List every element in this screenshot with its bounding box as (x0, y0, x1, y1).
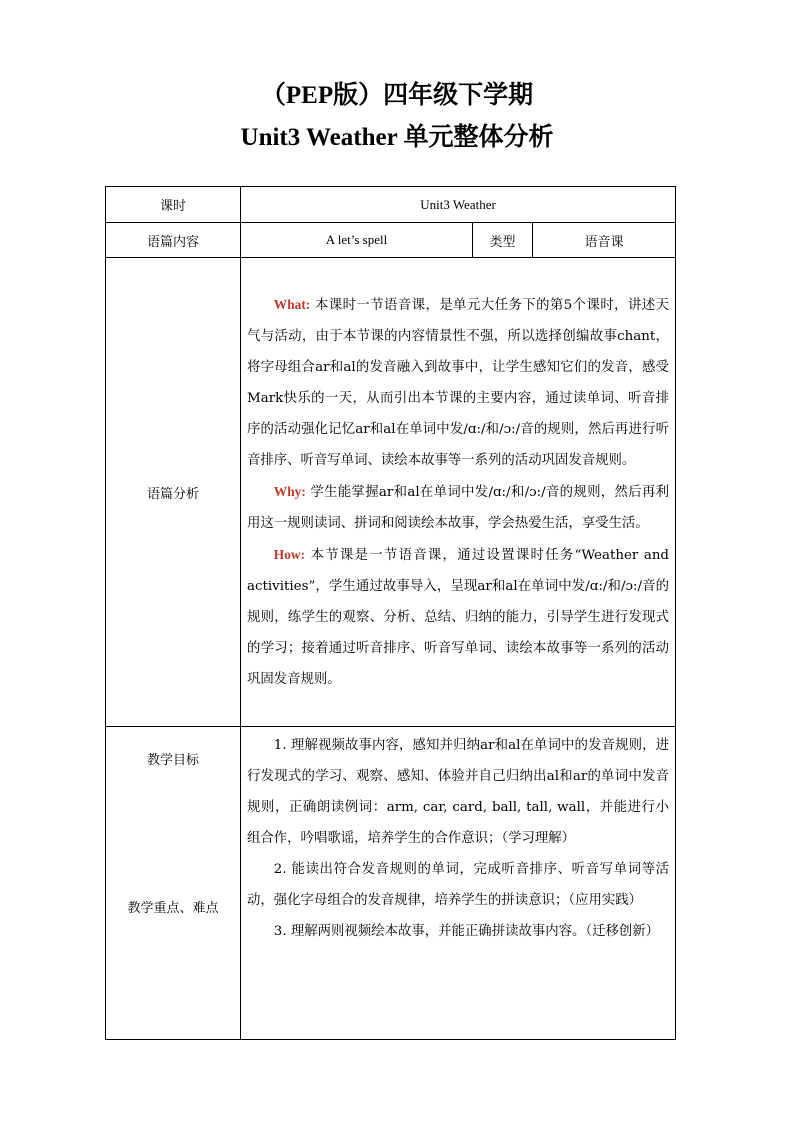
label-lesson: 课时 (106, 187, 241, 223)
why-text: 学生能掌握ar和al在单词中发/ɑ:/和/ɔ:/音的规则，然后再利用这一规则读词、拼词和阅读绘本故事，学会热爱生活，享受生活。 (247, 484, 670, 531)
how-keyword: How: (273, 546, 306, 562)
document-title-line1: （PEP版）四年级下学期 (260, 82, 534, 109)
goal-item-1: 1. 理解视频故事内容，感知并归纳ar和al在单词中的发音规则，进行发现式的学习、观察、感知、体验并自己归纳出al和ar的单词中发音规则，正确朗读例词：arm, car, card, ball, tall, wall，并能进行小组合作，吟唱歌谣，培养学生的合作意识；（学习理解） (247, 738, 670, 846)
goals-text (241, 727, 676, 1040)
analysis-how (247, 539, 669, 695)
unit-analysis-table (105, 186, 676, 1040)
goal-labels-cell (106, 727, 241, 1040)
analysis-what (247, 289, 669, 476)
document-title-line2: Unit3 Weather 单元整体分析 (240, 124, 554, 151)
analysis-why (247, 476, 669, 539)
why-keyword: Why: (273, 483, 306, 499)
value-type: 语音课 (533, 223, 676, 258)
goal-item-3: 3. 理解两则视频绘本故事，并能正确拼读故事内容。（迁移创新） (273, 924, 660, 939)
row-content (106, 223, 676, 258)
what-keyword: What: (273, 296, 311, 312)
goal-item-2: 2. 能读出符合发音规则的单词，完成听音排序、听音写单词等活动，强化字母组合的发音规律，培养学生的拼读意识；（应用实践） (247, 862, 670, 908)
how-text: 本节课是一节语音课，通过设置课时任务“Weather and activities”，学生通过故事导入，呈现ar和al在单词中发/ɑ:/和/ɔ:/音的规则，练学生的观察、分析、总结、归纳的能力，引导学生进行发现式的学习；接着通过听音排序、听音写单词、读绘本故事等一系列的活动巩固发音规则。 (247, 547, 670, 687)
value-lesson: Unit3 Weather (241, 187, 676, 223)
label-analysis: 语篇分析 (106, 258, 241, 727)
label-goals: 教学目标 (146, 753, 199, 768)
label-key-points: 教学重点、难点 (127, 901, 219, 916)
label-type: 类型 (473, 223, 533, 258)
row-analysis (106, 258, 676, 727)
goal-labels (106, 727, 240, 1039)
value-content: A let’s spell (241, 223, 473, 258)
analysis-text (241, 258, 676, 727)
row-goals (106, 727, 676, 1040)
row-lesson (106, 187, 676, 223)
label-content: 语篇内容 (106, 223, 241, 258)
what-text: 本课时一节语音课，是单元大任务下的第5个课时，讲述天气与活动，由于本节课的内容情景性不强，所以选择创编故事chant，将字母组合ar和al的发音融入到故事中，让学生感知它们的发音，感受Mark快乐的一天，从而引出本节课的主要内容，通过读单词、听音排序的活动强化记忆ar和al在单词中发/ɑ:/和/ɔ:/音的规则，然后再进行听音排序、听音写单词、读绘本故事等一系列的活动巩固发音规则。 (247, 297, 670, 468)
